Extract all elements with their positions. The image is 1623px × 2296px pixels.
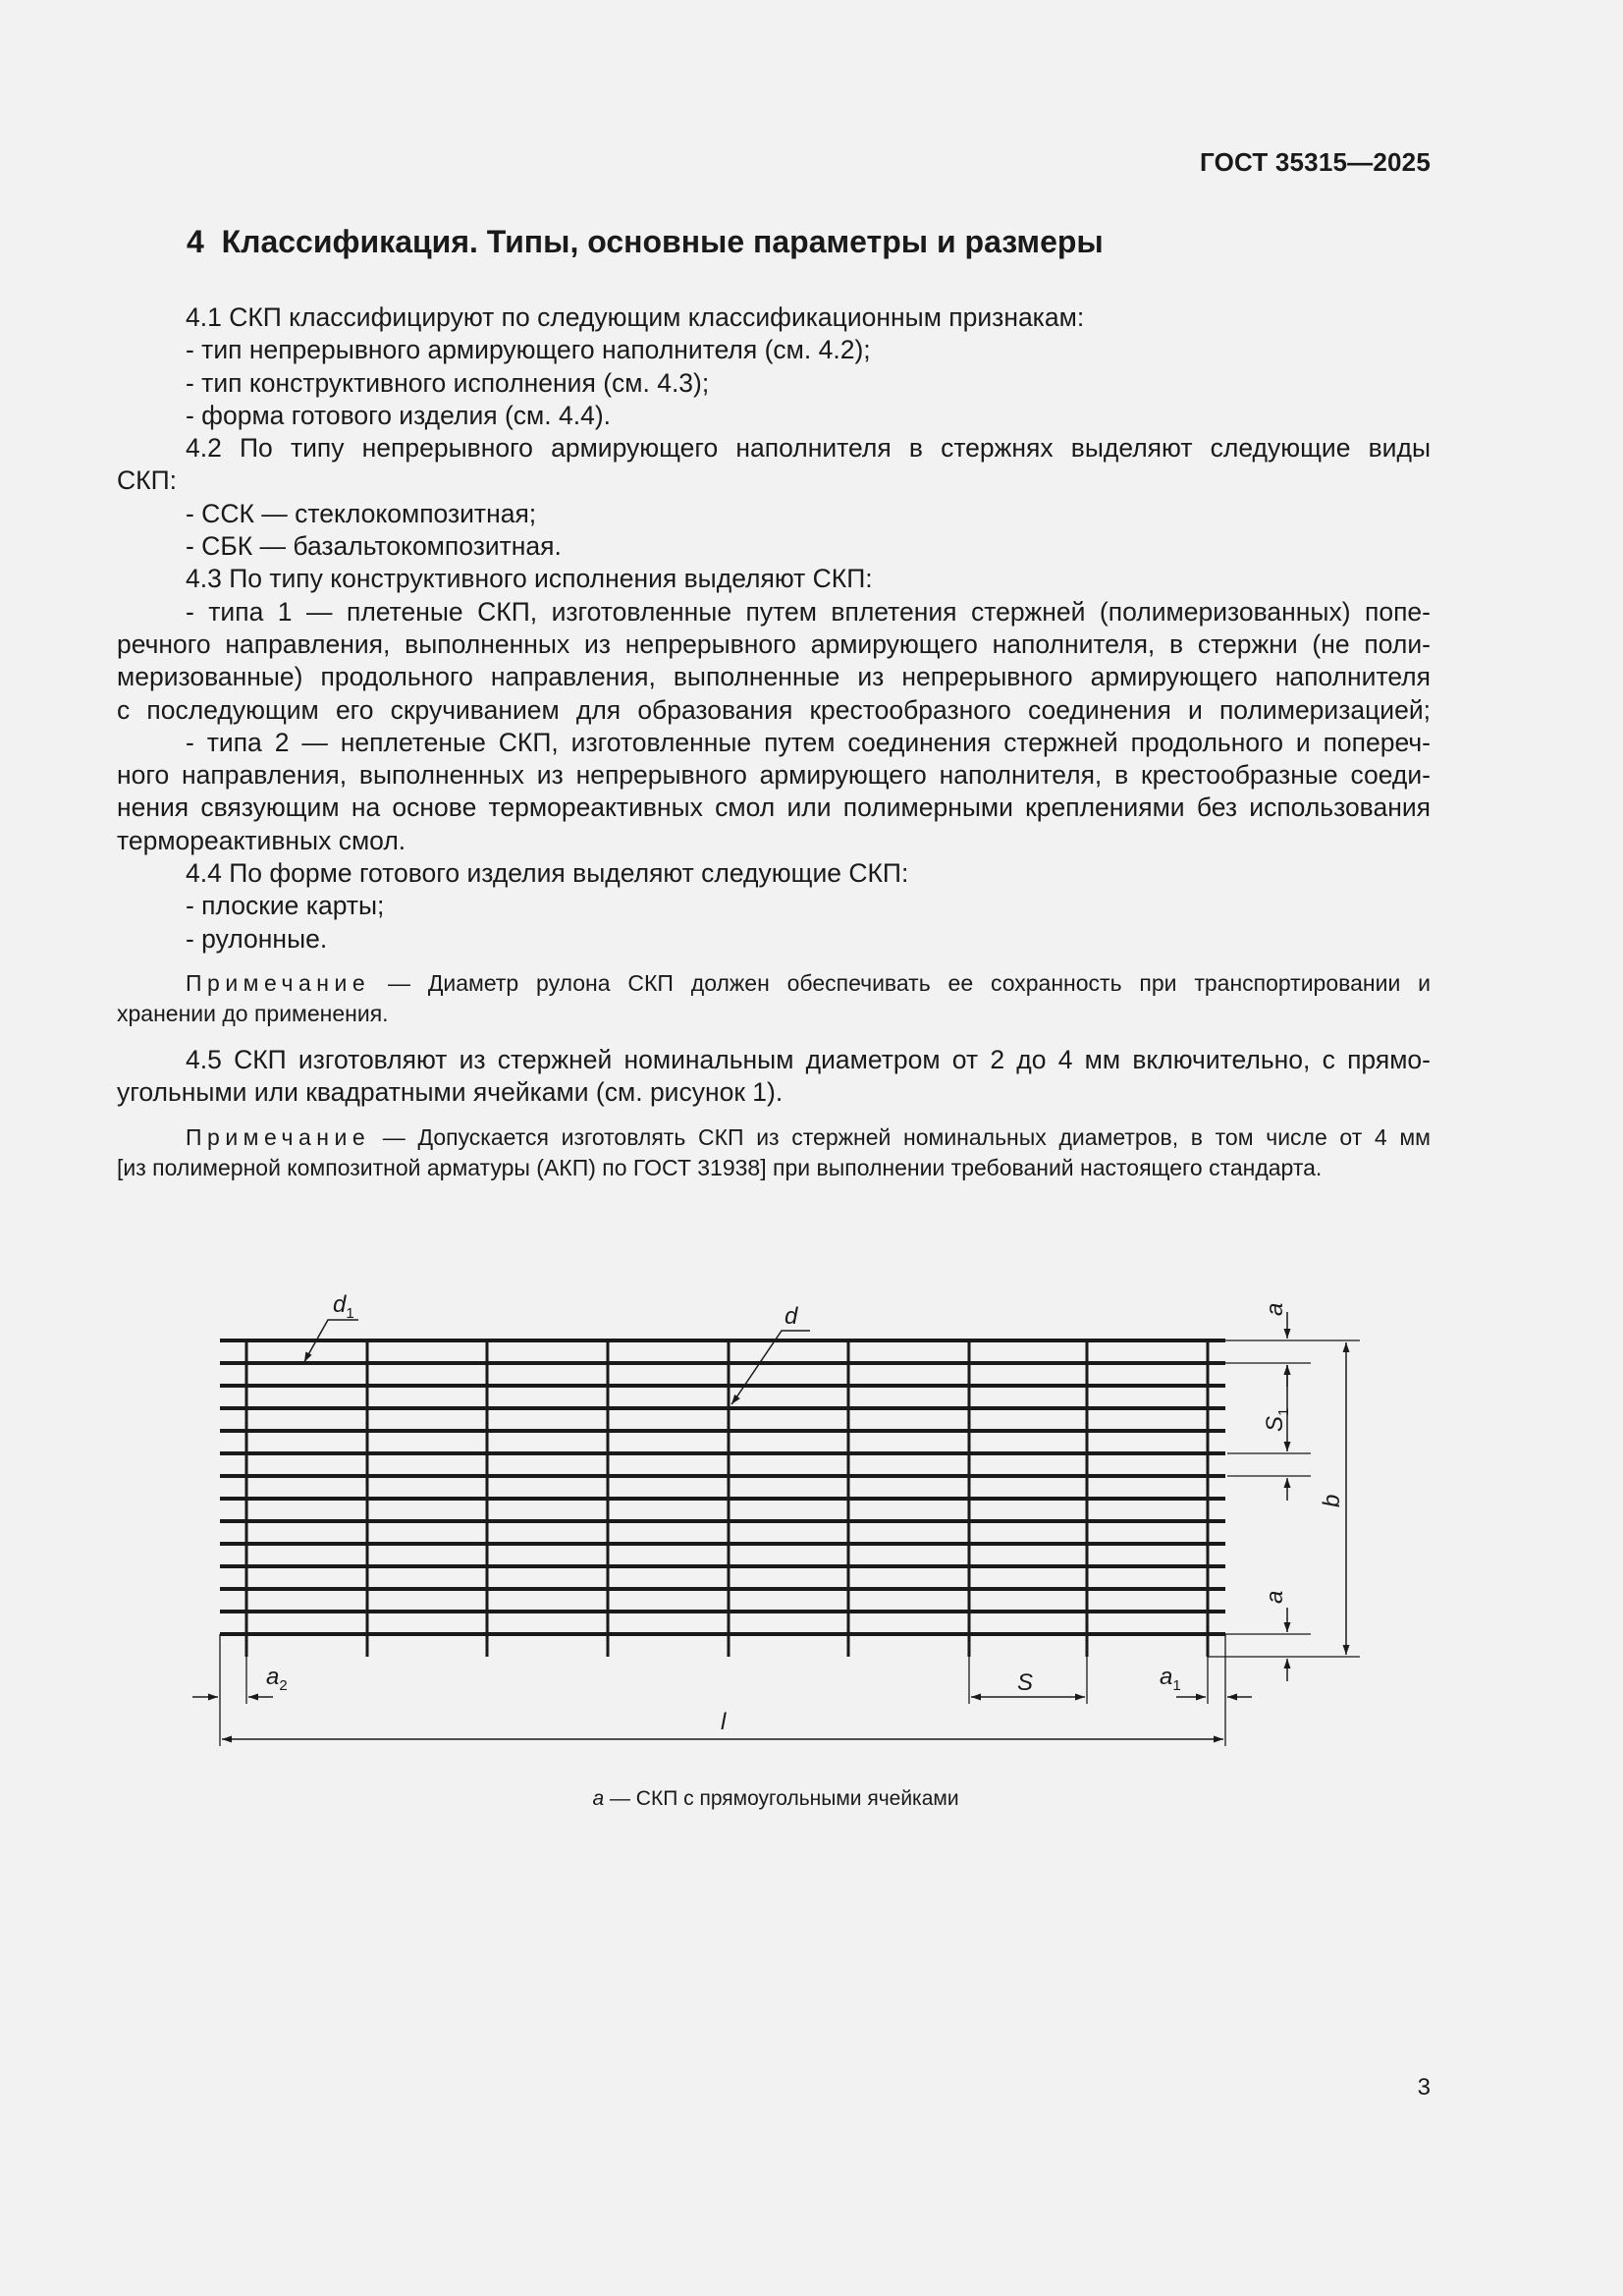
note-2-cont: [из полимерной композитной арматуры (АКП) по ГОСТ 31938] при выполнении требований настоящего стандарта. <box>117 1154 1323 1180</box>
body-text <box>117 301 1431 1183</box>
type2-line: ного направления, выполненных из непрерывного армирующего наполнителя, в крестообразные соеди- <box>117 760 1431 791</box>
type1-line: - типа 1 — плетеные СКП, изготовленные путем вплетения стержней (полимеризованных) попе- <box>186 596 1431 627</box>
type2-line: нения связующим на основе термореактивных смол или полимерными креплениями без использования <box>117 793 1431 823</box>
dimension-lines <box>192 1312 1346 1739</box>
type2-line: термореактивных смол. <box>117 825 406 855</box>
label-s1: $S_1$ <box>1262 1407 1292 1432</box>
type1-line: с последующим его скручиванием для образования крестообразного соединения и полимеризацией; <box>117 694 1431 725</box>
type2-line: - типа 2 — неплетеные СКП, изготовленные путем соединения стержней продольного и попереч- <box>186 727 1431 757</box>
paragraph-4-5-cont: угольными или квадратными ячейками (см. рисунок 1). <box>117 1077 784 1108</box>
leader-d-arrow <box>731 1400 734 1404</box>
label-b: b <box>1319 1494 1345 1507</box>
paragraph-4-1: 4.1 СКП классифицируют по следующим классификационным признакам: <box>186 302 1085 332</box>
note-2 <box>117 1122 1431 1153</box>
note-label: Примечание <box>186 1123 371 1150</box>
note-2-text: — Допускается изготовлять СКП из стержней номинальных диаметров, в том числе от 4 мм <box>370 1123 1431 1150</box>
caption-letter: а <box>592 1787 605 1810</box>
paragraph-4-3: 4.3 По типу конструктивного исполнения выделяют СКП: <box>186 564 873 594</box>
list-item: - форма готового изделия (см. 4.4). <box>186 400 612 430</box>
section-title <box>187 224 1104 260</box>
label-d1: $d_1$ <box>333 1291 354 1322</box>
figure-caption <box>0 1787 1551 1811</box>
paragraph-4-4: 4.4 По форме готового изделия выделяют следующие СКП: <box>186 858 909 889</box>
page-number: 3 <box>1417 2074 1431 2101</box>
longitudinal-bars <box>220 1340 1225 1634</box>
label-s: S <box>1017 1669 1034 1696</box>
document-code: ГОСТ 35315—2025 <box>1200 147 1431 177</box>
label-a1: $a_1$ <box>1160 1664 1181 1694</box>
type1-line: речного направления, выполненных из непрерывного армирующего наполнителя, в стержни (не поли- <box>117 629 1431 659</box>
label-a-bottom: a <box>1262 1590 1288 1604</box>
note-label: Примечание <box>186 969 371 996</box>
list-item: - тип конструктивного исполнения (см. 4.3); <box>186 367 710 398</box>
list-item: - СБК — базальтокомпозитная. <box>186 531 562 562</box>
type1-line: меризованные) продольного направления, выполненные из непрерывного армирующего наполнителя <box>117 662 1431 692</box>
note-1 <box>117 968 1431 999</box>
paragraph-4-2-cont: СКП: <box>117 465 177 496</box>
label-l: l <box>721 1709 727 1735</box>
list-item: - ССК — стеклокомпозитная; <box>186 498 537 528</box>
label-a2: $a_2$ <box>266 1664 288 1694</box>
label-a-top: a <box>1262 1302 1288 1316</box>
caption-text: — СКП с прямоугольными ячейками <box>604 1787 959 1810</box>
section-title-text: Классификация. Типы, основные параметры и размеры <box>221 224 1104 259</box>
note-1-text: — Диаметр рулона СКП должен обеспечивать ее сохранность при транспортировании и <box>370 969 1431 996</box>
list-item: - тип непрерывного армирующего наполнителя (см. 4.2); <box>186 335 871 365</box>
paragraph-4-2: 4.2 По типу непрерывного армирующего наполнителя в стержнях выделяют следующие виды <box>186 433 1431 464</box>
list-item: - рулонные. <box>186 923 328 954</box>
paragraph-4-5: 4.5 СКП изготовляют из стержней номинальным диаметром от 2 до 4 мм включительно, с прямо- <box>186 1044 1431 1074</box>
note-1-cont: хранении до применения. <box>117 1000 389 1026</box>
section-number: 4 <box>187 224 204 259</box>
label-d: d <box>784 1303 798 1330</box>
list-item: - плоские карты; <box>186 891 385 921</box>
